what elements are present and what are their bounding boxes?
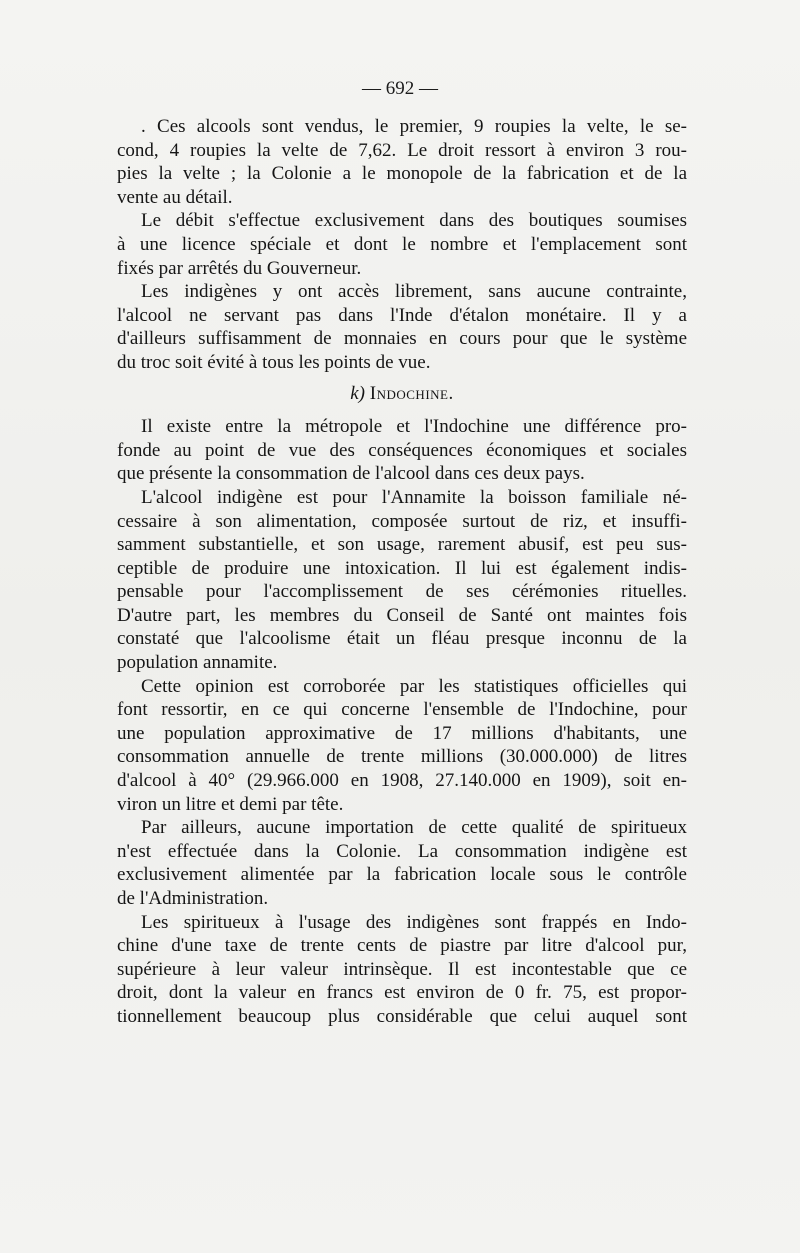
text-line: consommation annuelle de trente millions (30.000.000) de litres	[117, 746, 687, 768]
text-line: constaté que l'alcoolisme était un fléau presque inconnu de la	[117, 628, 687, 650]
text-line: vente au détail.	[117, 186, 233, 208]
paragraph	[117, 209, 687, 280]
text-line: Le débit s'effectue exclusivement dans des boutiques soumises	[141, 210, 687, 232]
section-label: k)	[350, 382, 366, 404]
text-line: une population approximative de 17 millions d'habitants, une	[117, 722, 687, 744]
text-line: Cette opinion est corroborée par les statistiques officielles qui	[141, 675, 687, 697]
text-line: . Ces alcools sont vendus, le premier, 9 roupies la velte, le se-	[141, 116, 687, 137]
paragraph	[117, 415, 687, 486]
text-line: à une licence spéciale et dont le nombre et l'emplacement sont	[117, 233, 687, 255]
text-line: population annamite.	[117, 652, 278, 674]
text-line: du troc soit évité à tous les points de vue.	[117, 351, 431, 373]
text-line: pies la velte ; la Colonie a le monopole de la fabrication et de la	[117, 163, 687, 185]
text-line: d'ailleurs suffisamment de monnaies en cours pour que le système	[117, 328, 687, 350]
text-line: exclusivement alimentée par la fabrication locale sous le contrôle	[117, 864, 687, 886]
body-text	[117, 115, 687, 1029]
text-line: font ressortir, en ce qui concerne l'ensemble de l'Indochine, pour	[117, 699, 687, 721]
text-line: cessaire à son alimentation, composée surtout de riz, et insuffi-	[117, 510, 687, 532]
paragraph	[117, 816, 687, 910]
text-line: ceptible de produire une intoxication. Il lui est également indis-	[117, 557, 687, 579]
text-line: Par ailleurs, aucune importation de cette qualité de spiritueux	[141, 817, 687, 839]
paragraph	[117, 280, 687, 374]
text-line: Il existe entre la métropole et l'Indochine une différence pro-	[141, 416, 687, 438]
text-line: de l'Administration.	[117, 888, 269, 909]
text-line: Les indigènes y ont accès librement, sans aucune contrainte,	[141, 281, 687, 303]
text-line: d'alcool à 40° (29.966.000 en 1908, 27.140.000 en 1909), soit en-	[117, 770, 687, 792]
paragraph	[117, 675, 687, 817]
section-heading	[117, 382, 687, 406]
text-line: n'est effectuée dans la Colonie. La consommation indigène est	[117, 840, 687, 862]
text-line: cond, 4 roupies la velte de 7,62. Le droit ressort à environ 3 rou-	[117, 139, 687, 161]
page-number: — 692 —	[362, 78, 438, 99]
text-line: l'alcool ne servant pas dans l'Inde d'étalon monétaire. Il y a	[117, 304, 687, 326]
text-line: pensable pour l'accomplissement de ses cérémonies rituelles.	[117, 581, 687, 603]
paragraph	[117, 911, 687, 1029]
text-line: supérieure à leur valeur intrinsèque. Il est incontestable que ce	[117, 958, 687, 980]
text-line: D'autre part, les membres du Conseil de Santé ont maintes fois	[117, 604, 687, 626]
text-line: viron un litre et demi par tête.	[117, 793, 344, 815]
text-line: droit, dont la valeur en francs est environ de 0 fr. 75, est propor-	[117, 982, 687, 1004]
paragraph	[117, 115, 687, 209]
text-line: chine d'une taxe de trente cents de piastre par litre d'alcool pur,	[117, 935, 687, 957]
text-line: fixés par arrêtés du Gouverneur.	[117, 257, 362, 279]
text-line: que présente la consommation de l'alcool dans ces deux pays.	[117, 463, 585, 485]
paragraph	[117, 486, 687, 675]
text-line: samment substantielle, et son usage, rarement abusif, est peu sus-	[117, 534, 687, 556]
section-title: Indochine.	[369, 382, 454, 404]
text-line: tionnellement beaucoup plus considérable que celui auquel sont	[117, 1005, 687, 1027]
text-line: Les spiritueux à l'usage des indigènes sont frappés en Indo-	[141, 911, 687, 933]
text-line: L'alcool indigène est pour l'Annamite la boisson familiale né-	[141, 486, 687, 508]
text-line: fonde au point de vue des conséquences économiques et sociales	[117, 439, 687, 461]
